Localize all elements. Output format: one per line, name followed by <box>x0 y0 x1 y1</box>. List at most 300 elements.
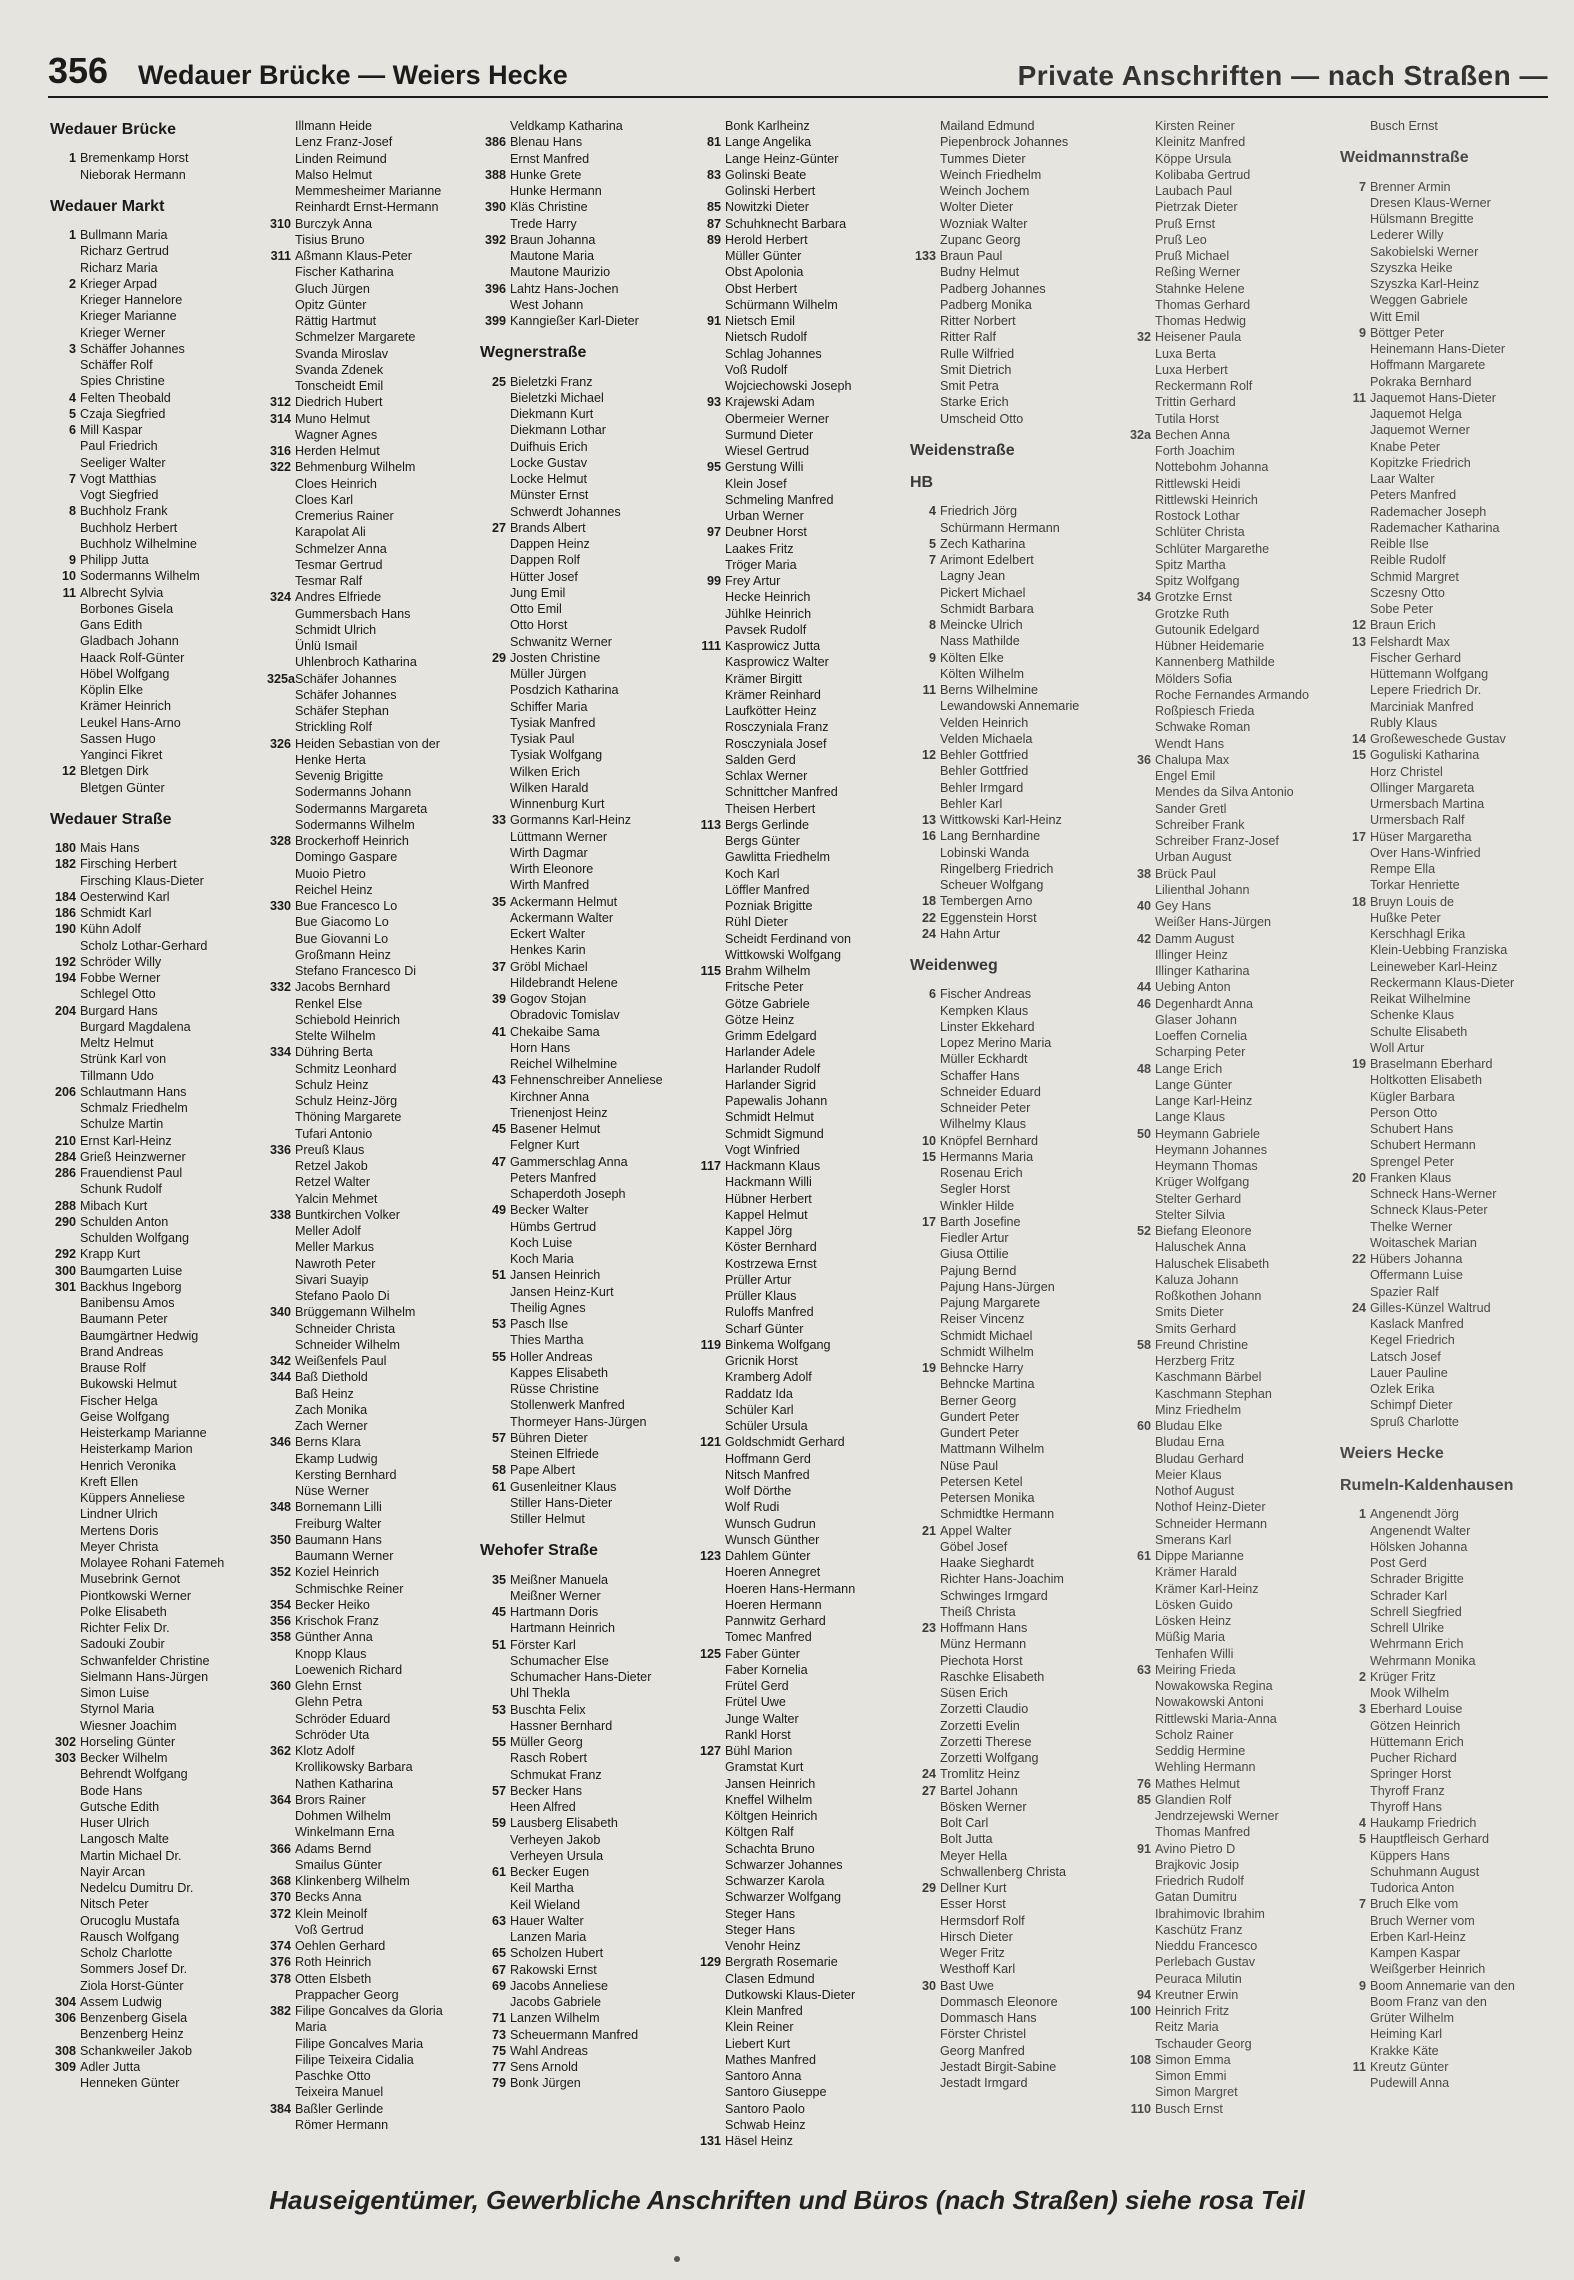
resident-entry <box>1127 589 1338 605</box>
resident-name: Lange Heinz-Günter <box>725 151 839 166</box>
resident-entry <box>482 2043 693 2059</box>
resident-entry <box>1127 1337 1338 1353</box>
resident-name: Herzberg Fritz <box>1155 1354 1235 1368</box>
house-number: 2 <box>1358 1669 1366 1684</box>
resident-name: Haake Sieghardt <box>940 1556 1034 1570</box>
resident-name: Keil Martha <box>510 1881 574 1896</box>
resident-entry <box>1127 346 1338 362</box>
house-number: 300 <box>54 1263 76 1278</box>
resident-entry <box>697 1369 908 1385</box>
resident-entry <box>1127 2036 1338 2052</box>
resident-name: Bue Giacomo Lo <box>295 915 389 930</box>
resident-entry <box>697 1581 908 1597</box>
resident-name: Braun Johanna <box>510 232 596 247</box>
resident-entry <box>1127 557 1338 573</box>
resident-name: Stahnke Helene <box>1155 281 1245 296</box>
resident-name: Mais Hans <box>80 841 140 855</box>
resident-name: Adler Jutta <box>80 2059 141 2074</box>
house-number: 186 <box>54 906 76 920</box>
resident-entry <box>912 1880 1123 1896</box>
resident-entry <box>1342 1734 1553 1750</box>
resident-name: Lederer Willy <box>1370 228 1444 243</box>
resident-entry <box>52 873 263 889</box>
resident-name: Krischok Franz <box>295 1614 379 1628</box>
resident-entry <box>697 1516 908 1532</box>
resident-entry <box>1342 731 1553 747</box>
resident-name: Krämer Birgitt <box>725 671 802 686</box>
resident-entry <box>482 1056 693 1072</box>
resident-name: Minz Friedhelm <box>1155 1402 1242 1417</box>
resident-entry <box>1342 520 1553 536</box>
resident-name: Luxa Berta <box>1155 346 1216 361</box>
resident-entry <box>1127 1743 1338 1759</box>
resident-name: Urban August <box>1155 850 1232 865</box>
resident-entry <box>1127 687 1338 703</box>
resident-entry <box>912 1376 1123 1392</box>
resident-name: Angenendt Jörg <box>1370 1507 1459 1522</box>
house-number: 356 <box>269 1614 291 1628</box>
resident-entry <box>52 1978 263 1994</box>
resident-entry <box>482 926 693 942</box>
resident-entry <box>697 979 908 995</box>
resident-entry <box>697 1629 908 1645</box>
resident-entry <box>482 183 693 199</box>
resident-entry <box>482 634 693 650</box>
resident-name: Obradovic Tomislav <box>510 1008 620 1023</box>
resident-name: Scheuer Wolfgang <box>940 878 1044 892</box>
street-heading: Weidmannstraße <box>1340 149 1469 167</box>
house-number: 58 <box>1136 1337 1151 1352</box>
house-number: 131 <box>699 2134 721 2148</box>
resident-entry <box>52 763 263 779</box>
resident-name: Wirth Manfred <box>510 878 590 893</box>
house-number: 119 <box>700 1337 721 1352</box>
resident-name: Hoeren Hans-Hermann <box>725 1581 856 1596</box>
resident-name: Sielmann Hans-Jürgen <box>80 1669 209 1684</box>
house-number: 30 <box>921 1978 936 1993</box>
street-heading: Wehofer Straße <box>480 1542 598 1560</box>
resident-entry <box>267 1711 478 1727</box>
house-number: 378 <box>269 1971 291 1986</box>
resident-name: Faber Günter <box>725 1646 800 1661</box>
resident-name: Backhus Ingeborg <box>80 1279 182 1294</box>
resident-entry <box>267 1613 478 1629</box>
resident-name: Löffler Manfred <box>725 882 810 897</box>
resident-name: Giusa Ottilie <box>940 1247 1009 1262</box>
resident-entry <box>267 638 478 654</box>
house-number: 332 <box>269 980 291 995</box>
resident-name: Glehn Ernst <box>295 1679 362 1693</box>
resident-name: Goldschmidt Gerhard <box>725 1435 845 1450</box>
resident-name: Behrendt Wolfgang <box>80 1767 188 1782</box>
resident-name: Küppers Anneliese <box>80 1491 186 1505</box>
resident-name: Bue Francesco Lo <box>295 899 398 913</box>
resident-entry <box>1342 1267 1553 1283</box>
resident-name: Styrnol Maria <box>80 1702 155 1717</box>
resident-name: Bühl Marion <box>725 1744 793 1758</box>
resident-entry <box>52 1961 263 1977</box>
resident-name: Sassen Hugo <box>80 731 156 746</box>
resident-entry <box>52 856 263 872</box>
resident-entry <box>1342 1539 1553 1555</box>
resident-entry <box>912 1539 1123 1555</box>
resident-entry <box>482 1913 693 1929</box>
resident-entry <box>52 1783 263 1799</box>
resident-name: Mill Kaspar <box>80 423 143 437</box>
resident-name: Meltz Helmut <box>80 1036 154 1050</box>
resident-name: Richarz Maria <box>80 260 158 275</box>
resident-name: Götze Gabriele <box>725 996 810 1011</box>
resident-name: Blenau Hans <box>510 135 583 150</box>
resident-name: Budny Helmut <box>940 265 1020 280</box>
house-number: 210 <box>54 1133 76 1148</box>
house-number: 182 <box>54 857 76 872</box>
resident-name: Oesterwind Karl <box>80 889 170 904</box>
resident-entry <box>1127 768 1338 784</box>
house-number: 24 <box>1351 1300 1366 1315</box>
resident-entry <box>1127 1922 1338 1938</box>
resident-name: Schubert Hans <box>1370 1122 1454 1136</box>
resident-entry <box>1127 1239 1338 1255</box>
resident-name: Rittlewski Heinrich <box>1155 492 1258 507</box>
resident-entry <box>1127 1564 1338 1580</box>
resident-name: Kneffel Wilhelm <box>725 1792 813 1807</box>
resident-name: Ernst Karl-Heinz <box>80 1133 172 1148</box>
resident-entry <box>482 2075 693 2091</box>
resident-name: Thyroff Hans <box>1370 1799 1442 1814</box>
resident-name: Schachta Bruno <box>725 1841 815 1856</box>
resident-entry <box>1127 1028 1338 1044</box>
resident-entry <box>1127 411 1338 427</box>
resident-entry <box>482 1978 693 1994</box>
resident-entry <box>697 1467 908 1483</box>
resident-name: Thies Martha <box>510 1333 584 1348</box>
resident-entry <box>697 1808 908 1824</box>
resident-name: Pajung Bernd <box>940 1263 1017 1278</box>
resident-name: Boom Annemarie van den <box>1370 1978 1515 1993</box>
resident-entry <box>912 1766 1123 1782</box>
resident-entry <box>267 492 478 508</box>
resident-name: Baß Heinz <box>295 1386 354 1401</box>
house-number: 115 <box>700 964 721 978</box>
resident-entry <box>912 585 1123 601</box>
resident-name: Peters Manfred <box>1370 488 1457 503</box>
resident-entry <box>1127 1662 1338 1678</box>
resident-entry <box>912 1978 1123 1994</box>
resident-entry <box>1127 882 1338 898</box>
resident-entry <box>1127 1353 1338 1369</box>
resident-entry <box>52 905 263 921</box>
resident-name: Kleinitz Manfred <box>1155 135 1246 150</box>
resident-name: Trienenjost Heinz <box>510 1105 608 1120</box>
resident-name: Jansen Heinrich <box>725 1776 816 1791</box>
resident-entry <box>1342 118 1553 134</box>
resident-entry <box>1342 1397 1553 1413</box>
resident-entry <box>1342 926 1553 942</box>
resident-entry <box>1342 1349 1553 1365</box>
resident-name: Götzen Heinrich <box>1370 1718 1461 1733</box>
resident-entry <box>482 780 693 796</box>
resident-entry <box>1342 1994 1553 2010</box>
resident-name: Becker Hans <box>510 1783 583 1798</box>
resident-entry <box>912 1669 1123 1685</box>
resident-name: Barth Josefine <box>940 1214 1021 1229</box>
resident-name: Sadouki Zoubir <box>80 1637 165 1652</box>
resident-entry <box>267 1451 478 1467</box>
house-number: 334 <box>269 1045 291 1060</box>
resident-name: Wendt Hans <box>1155 736 1225 751</box>
resident-name: Sevenig Brigitte <box>295 769 384 783</box>
resident-name: Renkel Else <box>295 996 363 1011</box>
house-number: 180 <box>54 841 76 855</box>
resident-name: Roßpiesch Frieda <box>1155 704 1255 718</box>
house-number: 127 <box>699 1744 721 1758</box>
resident-entry <box>1127 2101 1338 2117</box>
resident-name: Stelte Wilhelm <box>295 1029 376 1043</box>
resident-entry <box>52 1344 263 1360</box>
resident-name: Köplin Elke <box>80 683 144 697</box>
resident-name: Eggenstein Horst <box>940 910 1037 925</box>
house-number: 39 <box>491 992 506 1006</box>
resident-name: Gormanns Karl-Heinz <box>510 813 632 828</box>
resident-entry <box>1127 1288 1338 1304</box>
resident-name: Stiller Helmut <box>510 1512 585 1526</box>
resident-entry <box>1342 195 1553 211</box>
resident-name: Ritter Ralf <box>940 330 996 345</box>
resident-name: Firsching Herbert <box>80 857 177 872</box>
resident-name: Perlebach Gustav <box>1155 1955 1256 1970</box>
resident-entry <box>482 1267 693 1283</box>
resident-name: Schimpf Dieter <box>1370 1398 1453 1413</box>
resident-name: Meyer Christa <box>80 1539 159 1554</box>
resident-entry <box>267 1288 478 1304</box>
resident-name: Diekmann Lothar <box>510 423 606 438</box>
resident-entry <box>1342 455 1553 471</box>
resident-name: Deubner Horst <box>725 525 807 540</box>
directory-column-7 <box>1342 118 1553 2138</box>
resident-entry <box>482 1040 693 1056</box>
resident-entry <box>482 1024 693 1040</box>
resident-entry <box>482 1799 693 1815</box>
resident-entry <box>912 1198 1123 1214</box>
resident-name: Rausch Wolfgang <box>80 1929 180 1944</box>
resident-name: Degenhardt Anna <box>1155 996 1254 1011</box>
resident-entry <box>267 1548 478 1564</box>
resident-entry <box>1127 443 1338 459</box>
resident-entry <box>697 1077 908 1093</box>
resident-name: Velden Michaela <box>940 731 1033 746</box>
print-speck <box>674 2256 680 2262</box>
resident-entry <box>267 1077 478 1093</box>
resident-entry <box>267 1662 478 1678</box>
resident-name: Mendes da Silva Antonio <box>1155 785 1294 800</box>
resident-name: Tesmar Ralf <box>295 574 363 588</box>
resident-name: Urban Werner <box>725 509 804 523</box>
resident-name: Stefano Francesco Di <box>295 964 417 978</box>
resident-name: Schmelzer Anna <box>295 541 387 556</box>
resident-entry <box>1127 541 1338 557</box>
resident-entry <box>267 2036 478 2052</box>
resident-entry <box>52 1750 263 1766</box>
resident-name: Klotz Adolf <box>295 1744 355 1758</box>
house-number: 85 <box>706 200 721 215</box>
resident-name: Starke Erich <box>940 395 1009 410</box>
resident-entry <box>482 1219 693 1235</box>
resident-entry <box>267 1792 478 1808</box>
house-number: 386 <box>484 135 506 150</box>
resident-entry <box>697 1759 908 1775</box>
resident-name: Martin Michael Dr. <box>80 1848 182 1863</box>
resident-name: Bornemann Lilli <box>295 1500 382 1515</box>
resident-name: Meyer Hella <box>940 1848 1008 1863</box>
resident-entry <box>912 666 1123 682</box>
resident-name: Bludau Gerhard <box>1155 1451 1244 1466</box>
resident-entry <box>912 1734 1123 1750</box>
resident-name: Berns Klara <box>295 1435 361 1450</box>
resident-name: Schmidtke Hermann <box>940 1507 1055 1522</box>
resident-entry <box>482 666 693 682</box>
resident-name: Henke Herta <box>295 752 366 767</box>
resident-entry <box>697 654 908 670</box>
resident-entry <box>697 2036 908 2052</box>
resident-name: Pajung Hans-Jürgen <box>940 1279 1055 1294</box>
resident-entry <box>482 1316 693 1332</box>
resident-name: Buchholz Herbert <box>80 520 178 535</box>
resident-name: Filipe Teixeira Cidalia <box>295 2052 414 2067</box>
resident-name: Rasch Robert <box>510 1751 587 1766</box>
resident-entry <box>1342 292 1553 308</box>
resident-entry <box>697 1126 908 1142</box>
resident-name: Sander Gretl <box>1155 801 1227 816</box>
resident-entry <box>267 248 478 264</box>
resident-entry <box>267 313 478 329</box>
resident-name: Kegel Friedrich <box>1370 1333 1455 1348</box>
resident-name: Bolt Jutta <box>940 1832 993 1847</box>
resident-name: Schmelzer Margarete <box>295 330 416 345</box>
resident-entry <box>267 1142 478 1158</box>
resident-name: Tysiak Paul <box>510 732 575 746</box>
resident-entry <box>52 1003 263 1019</box>
resident-entry <box>52 1864 263 1880</box>
resident-entry <box>1127 394 1338 410</box>
resident-entry <box>912 1084 1123 1100</box>
resident-entry <box>1127 151 1338 167</box>
resident-entry <box>912 986 1123 1002</box>
resident-entry <box>1342 959 1553 975</box>
resident-name: Bühren Dieter <box>510 1430 588 1445</box>
resident-name: Reible Ilse <box>1370 537 1429 551</box>
resident-name: Kirchner Anna <box>510 1089 590 1104</box>
resident-name: Thormeyer Hans-Jürgen <box>510 1414 647 1429</box>
resident-name: Czaja Siegfried <box>80 406 166 421</box>
resident-name: Adams Bernd <box>295 1841 372 1856</box>
resident-name: Brüggemann Wilhelm <box>295 1305 416 1320</box>
resident-entry <box>697 1792 908 1808</box>
resident-entry <box>482 1767 693 1783</box>
resident-entry <box>912 1100 1123 1116</box>
resident-entry <box>1342 374 1553 390</box>
resident-name: Pavsek Rudolf <box>725 622 807 637</box>
resident-entry <box>267 849 478 865</box>
resident-name: Wiesner Joachim <box>80 1718 177 1733</box>
resident-name: Goguliski Katharina <box>1370 748 1480 763</box>
resident-name: Grimm Edelgard <box>725 1029 817 1043</box>
resident-entry <box>267 167 478 183</box>
resident-entry <box>267 1418 478 1434</box>
resident-name: Hauptfleisch Gerhard <box>1370 1832 1490 1847</box>
resident-name: Malso Helmut <box>295 167 372 182</box>
resident-name: Gramstat Kurt <box>725 1760 804 1775</box>
resident-entry <box>482 1685 693 1701</box>
resident-entry <box>52 1539 263 1555</box>
house-number: 129 <box>699 1955 721 1970</box>
resident-entry <box>1127 606 1338 622</box>
resident-name: Witt Emil <box>1370 309 1420 324</box>
house-number: 76 <box>1136 1776 1151 1791</box>
house-number: 316 <box>269 444 291 458</box>
house-number: 9 <box>1358 1978 1366 1993</box>
resident-name: Henneken Günter <box>80 2076 180 2090</box>
house-number: 61 <box>491 1479 506 1494</box>
resident-entry <box>52 1913 263 1929</box>
resident-name: Philipp Jutta <box>80 553 149 567</box>
resident-entry <box>1342 471 1553 487</box>
resident-name: Ruloffs Manfred <box>725 1305 814 1320</box>
house-number: 38 <box>1136 866 1151 881</box>
resident-name: Karapolat Ali <box>295 525 366 540</box>
resident-entry <box>52 471 263 487</box>
resident-name: Behler Gottfried <box>940 748 1029 762</box>
resident-name: Hauer Walter <box>510 1913 584 1928</box>
resident-name: Clasen Edmund <box>725 1971 815 1986</box>
resident-name: Gutsche Edith <box>80 1799 160 1814</box>
house-number: 125 <box>699 1646 721 1661</box>
house-number: 18 <box>921 894 936 909</box>
house-number: 194 <box>54 971 76 985</box>
resident-name: Brück Paul <box>1155 866 1216 881</box>
resident-name: Bremenkamp Horst <box>80 151 189 166</box>
resident-name: Cloes Heinrich <box>295 476 377 491</box>
resident-name: Kasprowicz Walter <box>725 655 829 670</box>
resident-name: Zorzetti Wolfgang <box>940 1751 1039 1765</box>
house-number: 133 <box>914 249 936 263</box>
resident-name: Nietsch Emil <box>725 314 795 328</box>
resident-name: Scholz Rainer <box>1155 1727 1234 1742</box>
resident-entry <box>267 882 478 898</box>
resident-entry <box>912 731 1123 747</box>
resident-entry <box>1342 357 1553 373</box>
resident-entry <box>267 378 478 394</box>
house-number: 15 <box>1351 748 1366 763</box>
resident-entry <box>1127 313 1338 329</box>
house-number: 184 <box>54 889 76 904</box>
house-number: 204 <box>54 1003 76 1018</box>
resident-name: Wittkowski Wolfgang <box>725 947 841 962</box>
house-number: 288 <box>54 1198 76 1213</box>
resident-name: Memmesheimer Marianne <box>295 184 442 198</box>
resident-entry <box>267 1207 478 1223</box>
resident-entry <box>482 1588 693 1604</box>
resident-entry <box>267 979 478 995</box>
resident-entry <box>52 970 263 986</box>
resident-entry <box>1127 476 1338 492</box>
resident-name: Lösken Heinz <box>1155 1614 1232 1628</box>
resident-name: Jühlke Heinrich <box>725 606 812 621</box>
house-number: 47 <box>491 1154 506 1169</box>
resident-name: Ünlü Ismail <box>295 639 358 653</box>
footer-note: Hauseigentümer, Gewerbliche Anschriften und Büros (nach Straßen) siehe rosa Teil <box>269 2185 1305 2215</box>
resident-entry <box>52 1929 263 1945</box>
